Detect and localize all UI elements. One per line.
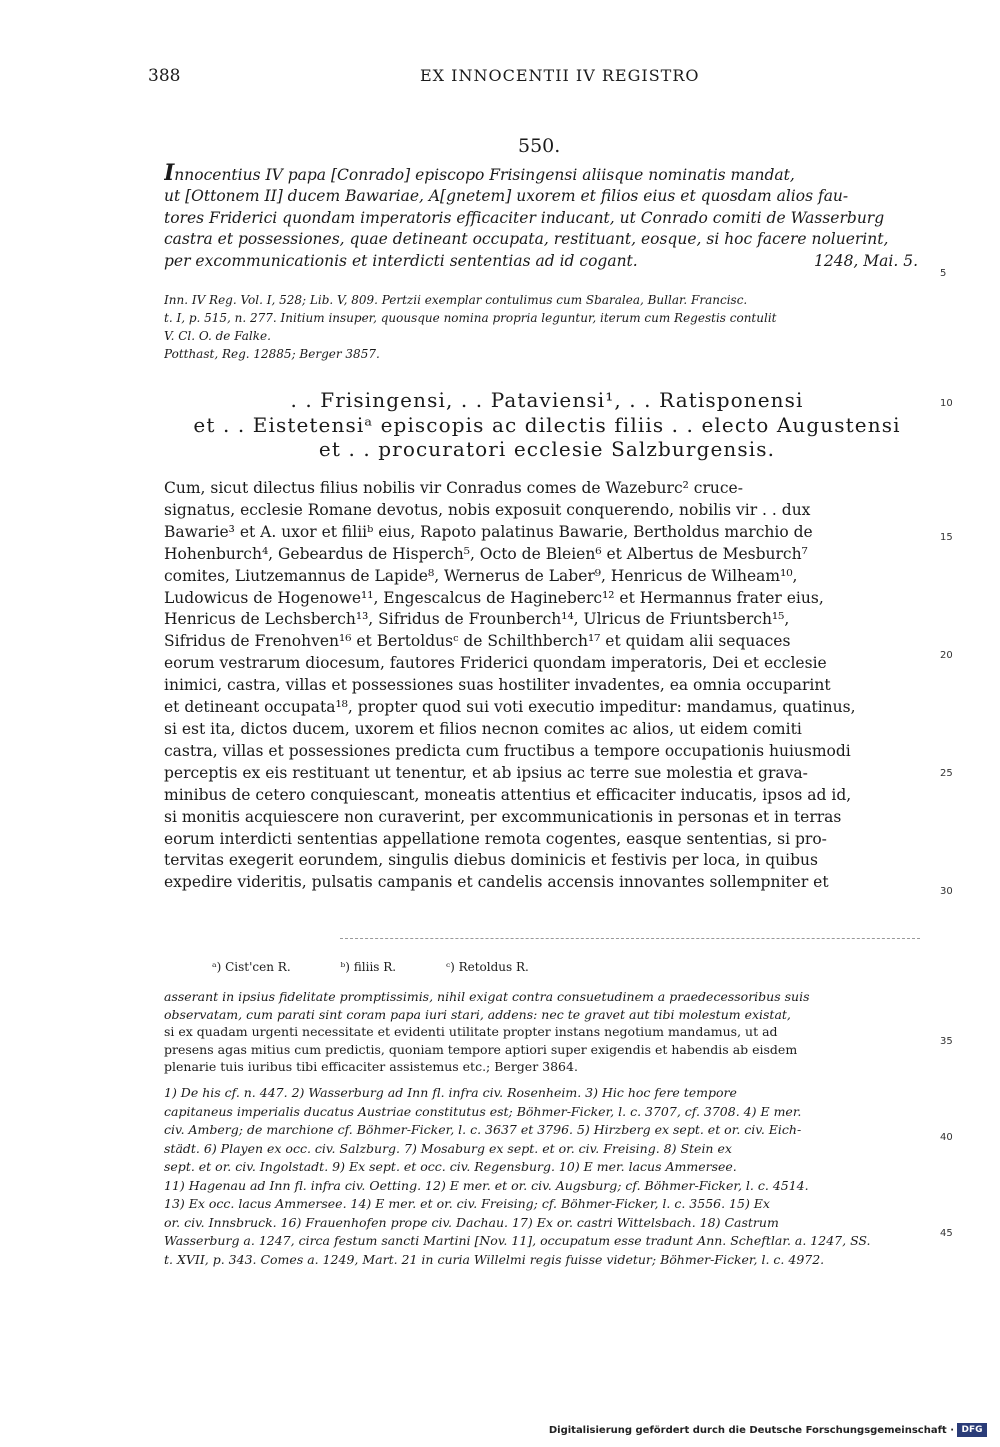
variant-note: ᶜ) Retoldus R. <box>445 960 529 974</box>
body-line: tervitas exegerit eorundem, singulis diebus dominicis et festivis per loca, in quibus <box>164 851 818 870</box>
body-line: et detineant occupata¹⁸, propter quod sui voti executio impeditur: mandamus, quatinus, <box>164 698 856 717</box>
address-line: et . . Eistetensiᵃ episcopis ac dilectis filiis . . electo Augustensi <box>193 412 901 437</box>
body-line: Bawarie³ et A. uxor et filiiᵇ eius, Rapoto palatinus Bawarie, Bertholdus marchio de <box>164 522 813 541</box>
regest-line <box>164 251 930 272</box>
funding-notice: Digitalisierung gefördert durch die Deutsche Forschungsgemeinschaft · <box>548 1425 954 1436</box>
regest-date: 1248, Mai. 5. <box>813 251 918 270</box>
footnote-line: 11) Hagenau ad Inn fl. infra civ. Oetting. 12) E mer. et or. civ. Augsburg; cf. Böhmer-Ficker, l. c. 4514. <box>164 1177 809 1193</box>
body-line: Henricus de Lechsberch¹³, Sifridus de Frounberch¹⁴, Ulricus de Friuntsberch¹⁵, <box>164 610 790 629</box>
body-line: Hohenburch⁴, Gebeardus de Hisperch⁵, Octo de Bleien⁶ et Albertus de Mesburch⁷ <box>164 544 808 563</box>
line-number-5: 5 <box>940 268 947 279</box>
body-line: Ludowicus de Hogenowe¹¹, Engescalcus de Hagineberc¹² et Hermannus frater eius, <box>164 588 824 607</box>
regest-initial: I <box>164 163 175 186</box>
regest-line: ut [Ottonem II] ducem Bawariae, A[gnetem] uxorem et filios eius et quosdam alios fau- <box>164 187 849 206</box>
line-number-35: 35 <box>940 1036 953 1047</box>
line-number-25: 25 <box>940 768 953 779</box>
footnotes <box>164 1084 930 1269</box>
footnote-line: Wasserburg a. 1247, circa festum sancti Martini [Nov. 11], occupatum esse tradunt Ann. Scheftlar. a. 1247, SS. <box>164 1233 871 1248</box>
footnote-line: sept. et or. civ. Ingolstadt. 9) Ex sept. et occ. civ. Regensburg. 10) E mer. lacus Ammersee. <box>164 1159 737 1174</box>
body-line: castra, villas et possessiones predicta cum fructibus a tempore occupationis huiusmodi <box>164 741 851 760</box>
regest <box>164 163 930 272</box>
page-number: 388 <box>148 66 181 86</box>
footnote-line: t. XVII, p. 343. Comes a. 1249, Mart. 21 in curia Willelmi regis fuisse videtur; Böhmer-Ficker, l. c. 4972. <box>164 1251 825 1267</box>
regest-line <box>164 163 930 186</box>
continued-note-line: asserant in ipsius fidelitate promptissimis, nihil exigat contra consuetudinem a praedecessoribus suis <box>164 989 810 1004</box>
line-number-20: 20 <box>940 650 953 661</box>
footnote-line: capitaneus imperialis ducatus Austriae constitutus est; Böhmer-Ficker, l. c. 3707, cf. 3708. 4) E mer. <box>164 1103 802 1119</box>
variant-note: ᵇ) filiis R. <box>340 960 397 974</box>
body-line: eorum vestrarum diocesum, fautores Friderici quondam imperatoris, Dei et ecclesie <box>164 654 827 673</box>
source-line: t. I, p. 515, n. 277. Initium insuper, quousque nomina propria leguntur, iterum cum Regestis contulit <box>164 311 777 325</box>
continued-note <box>164 988 930 1076</box>
line-number-15: 15 <box>940 532 953 543</box>
source-line: Potthast, Reg. 12885; Berger 3857. <box>164 347 380 361</box>
variant-note: ᵃ) Cist'cen R. <box>212 960 291 974</box>
body-line: perceptis ex eis restituant ut tenentur, et ab ipsius ac terre sue molestia et grava- <box>164 763 808 782</box>
line-number-10: 10 <box>940 398 953 409</box>
address-line: . . Frisingensi, . . Pataviensi¹, . . Ratisponensi <box>290 388 804 412</box>
dfg-logo: DFG <box>957 1423 987 1437</box>
source-line: V. Cl. O. de Falke. <box>164 329 271 343</box>
source-line: Inn. IV Reg. Vol. I, 528; Lib. V, 809. Pertzii exemplar contulimus cum Sbaralea, Bullar. Francisc. <box>164 293 748 307</box>
line-number-40: 40 <box>940 1132 953 1143</box>
regest-line-text: per excommunicationis et interdicti sententias ad id cogant. <box>164 251 638 270</box>
address-line: et . . procuratori ecclesie Salzburgensis. <box>318 437 776 461</box>
running-title: EX INNOCENTII IV REGISTRO <box>420 66 700 85</box>
footnote-line: 1) De his cf. n. 447. 2) Wasserburg ad Inn fl. infra civ. Rosenheim. 3) Hic hoc fere tempore <box>164 1085 737 1100</box>
continued-note-line: presens agas mitius cum predictis, quoniam tempore aptiori super exigendis et habendis ab eisdem <box>164 1041 798 1057</box>
textual-variants <box>212 960 575 974</box>
line-number-45: 45 <box>940 1228 953 1239</box>
continued-note-line: plenarie tuis iuribus tibi efficaciter assistemus etc.; Berger 3864. <box>164 1059 578 1075</box>
continued-note-line: observatam, cum parati sint coram papa iuri stari, addens: nec te gravet aut tibi molestum existat, <box>164 1006 791 1022</box>
document-number: 550. <box>518 135 561 157</box>
regest-line-text: nnocentius IV papa [Conrado] episcopo Frisingensi aliisque nominatis mandat, <box>174 166 795 184</box>
body-line: Sifridus de Frenohven¹⁶ et Bertoldusᶜ de Schilthberch¹⁷ et quidam alii sequaces <box>164 632 791 651</box>
body-line: signatus, ecclesie Romane devotus, nobis exposuit conquerendo, nobilis vir . . dux <box>164 500 811 519</box>
regest-line: castra et possessiones, quae detineant occupata, restituant, eosque, si hoc facere noluerint, <box>164 230 889 249</box>
body-line: comites, Liutzemannus de Lapide⁸, Wernerus de Laber⁹, Henricus de Wilheam¹⁰, <box>164 566 798 585</box>
footnote-separator <box>340 938 920 941</box>
body-line: Cum, sicut dilectus filius nobilis vir Conradus comes de Wazeburc² cruce- <box>164 479 743 497</box>
regest-line: tores Friderici quondam imperatoris efficaciter inducant, ut Conrado comiti de Wasserburg <box>164 208 885 227</box>
body-line: si monitis acquiescere non curaverint, per excommunicationis in personas et in terras <box>164 807 842 826</box>
footnote-line: 13) Ex occ. lacus Ammersee. 14) E mer. et or. civ. Freising; cf. Böhmer-Ficker, l. c. 3556. 15) Ex <box>164 1196 770 1211</box>
footnote-line: städt. 6) Playen ex occ. civ. Salzburg. 7) Mosaburg ex sept. et or. civ. Freising. 8) Stein ex <box>164 1140 732 1156</box>
footnote-line: or. civ. Innsbruck. 16) Frauenhofen prope civ. Dachau. 17) Ex or. castri Wittelsbach. 18) Castrum <box>164 1214 779 1230</box>
sources <box>164 291 930 363</box>
continued-note-line: si ex quadam urgenti necessitate et evidenti utilitate propter instans negotium mandamus, ut ad <box>164 1024 778 1040</box>
body-line: inimici, castra, villas et possessiones suas hostiliter invadentes, ea omnia occuparint <box>164 676 831 695</box>
letter-body <box>164 478 930 894</box>
line-number-30: 30 <box>940 886 953 897</box>
body-line: expedire videritis, pulsatis campanis et candelis accensis innovantes sollempniter et <box>164 873 829 892</box>
body-line: eorum interdicti sententias appellatione remota cogentes, easque sententias, si pro- <box>164 829 827 848</box>
body-line: si est ita, dictos ducem, uxorem et filios necnon comites ac alios, ut eidem comiti <box>164 719 802 738</box>
footnote-line: civ. Amberg; de marchione cf. Böhmer-Ficker, l. c. 3637 et 3796. 5) Hirzberg ex sept. et or. civ. Eich- <box>164 1122 802 1137</box>
body-line: minibus de cetero conquiescant, moneatis attentius et efficaciter inducatis, ipsos ad id, <box>164 785 852 804</box>
address <box>164 388 930 462</box>
